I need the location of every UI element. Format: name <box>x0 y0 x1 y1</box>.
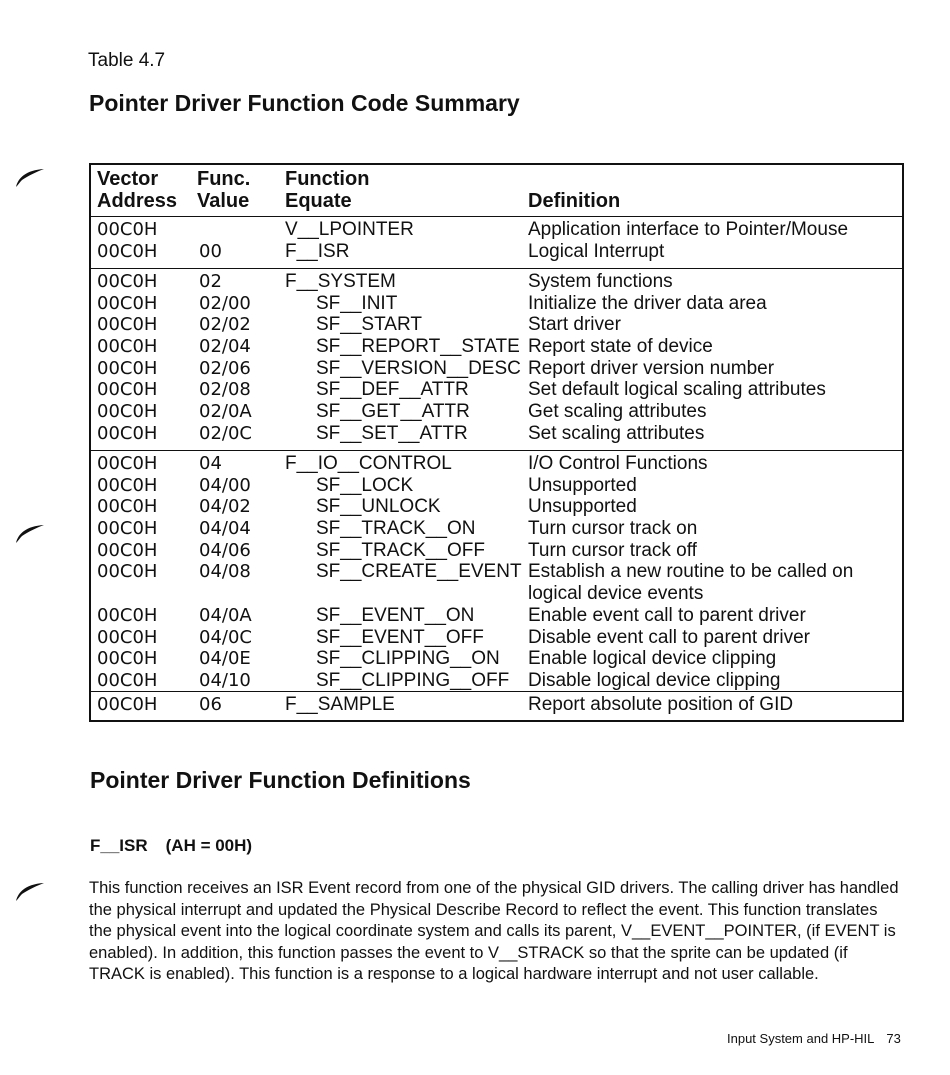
cell-definition: Enable logical device clipping <box>528 648 777 670</box>
cell-vector-address: 00C0H <box>97 292 158 314</box>
cell-func-value: 04/00 <box>199 474 251 496</box>
table-row <box>91 271 902 293</box>
cell-function-equate: F__SYSTEM <box>285 271 396 292</box>
cell-vector-address: 00C0H <box>97 604 158 626</box>
table-title: Pointer Driver Function Code Summary <box>89 90 520 116</box>
cell-definition: Report state of device <box>528 336 713 358</box>
pointer-icon <box>14 880 46 902</box>
cell-func-value: 04/0A <box>199 604 252 626</box>
table-row <box>91 314 902 336</box>
cell-func-value: 02/0C <box>199 422 252 444</box>
cell-vector-address: 00C0H <box>97 379 158 401</box>
cell-function-equate: SF__LOCK <box>316 474 414 496</box>
table-group <box>91 451 902 692</box>
table-row <box>91 627 902 649</box>
cell-function-equate: SF__TRACK__OFF <box>316 539 485 561</box>
cell-definition: Start driver <box>528 314 621 336</box>
table-group <box>91 269 902 451</box>
function-code-table <box>89 163 904 722</box>
cell-func-value: 02/08 <box>199 379 251 401</box>
cell-definition: Get scaling attributes <box>528 401 707 423</box>
table-row <box>91 605 902 627</box>
table-row <box>91 453 902 475</box>
table-row <box>91 423 902 445</box>
cell-definition: Enable event call to parent driver <box>528 604 806 626</box>
cell-func-value: 04/04 <box>199 518 251 540</box>
cell-function-equate: SF__EVENT__OFF <box>316 626 484 648</box>
cell-vector-address: 00C0H <box>97 648 158 670</box>
cell-vector-address: 00C0H <box>97 496 158 518</box>
table-row <box>91 518 902 540</box>
cell-definition: Turn cursor track on <box>528 518 698 540</box>
cell-vector-address: 00C0H <box>97 626 158 648</box>
cell-func-value: 04 <box>199 453 222 474</box>
cell-definition: Report driver version number <box>528 357 775 379</box>
header-func-value: Func. Value <box>197 168 251 212</box>
cell-function-equate: SF__UNLOCK <box>316 496 441 518</box>
page-number: 73 <box>886 1031 901 1046</box>
cell-vector-address: 00C0H <box>97 561 158 583</box>
cell-function-equate: F__ISR <box>285 240 350 262</box>
cell-func-value: 02/06 <box>199 357 251 379</box>
cell-vector-address: 00C0H <box>97 336 158 358</box>
footer-text: Input System and HP-HIL <box>727 1031 875 1046</box>
cell-definition: Unsupported <box>528 474 637 496</box>
cell-definition: Report absolute position of GID <box>528 694 794 715</box>
cell-function-equate: SF__SET__ATTR <box>316 422 468 444</box>
cell-definition: Establish a new routine to be called on logical device events <box>528 561 854 605</box>
table-row <box>91 219 902 241</box>
cell-definition: System functions <box>528 271 673 292</box>
page-footer <box>727 1031 901 1046</box>
table-row <box>91 401 902 423</box>
table-group <box>91 692 902 722</box>
pointer-icon <box>14 522 46 544</box>
cell-func-value: 04/0E <box>199 648 251 670</box>
cell-func-value: 02/04 <box>199 336 251 358</box>
cell-vector-address: 00C0H <box>97 518 158 540</box>
cell-vector-address: 00C0H <box>97 401 158 423</box>
cell-func-value: 04/06 <box>199 539 251 561</box>
function-name: F__ISR <box>90 836 148 855</box>
table-caption: Table 4.7 <box>88 50 166 71</box>
cell-definition: Disable logical device clipping <box>528 669 781 691</box>
section-title: Pointer Driver Function Definitions <box>90 767 471 793</box>
cell-function-equate: SF__CREATE__EVENT <box>316 561 522 583</box>
cell-definition: Application interface to Pointer/Mouse <box>528 219 849 240</box>
cell-func-value: 04/08 <box>199 561 251 583</box>
table-row <box>91 694 902 716</box>
cell-function-equate: SF__INIT <box>316 292 398 314</box>
cell-definition: Turn cursor track off <box>528 539 697 561</box>
cell-function-equate: SF__DEF__ATTR <box>316 379 469 401</box>
table-row <box>91 379 902 401</box>
cell-func-value: 02/00 <box>199 292 251 314</box>
cell-function-equate: F__SAMPLE <box>285 694 395 715</box>
cell-function-equate: SF__START <box>316 314 422 336</box>
cell-vector-address: 00C0H <box>97 271 158 292</box>
cell-vector-address: 00C0H <box>97 669 158 691</box>
table-row <box>91 496 902 518</box>
cell-func-value: 04/10 <box>199 669 251 691</box>
cell-func-value: 02/02 <box>199 314 251 336</box>
table-header <box>91 165 902 217</box>
table-row <box>91 475 902 497</box>
table-row <box>91 670 902 692</box>
cell-vector-address: 00C0H <box>97 240 158 262</box>
cell-func-value: 02 <box>199 271 222 292</box>
cell-func-value: 00 <box>199 240 222 262</box>
table-group <box>91 217 902 269</box>
table-row <box>91 561 902 604</box>
header-vector-address: Vector Address <box>97 168 178 212</box>
cell-definition: Logical Interrupt <box>528 240 665 262</box>
cell-vector-address: 00C0H <box>97 694 158 715</box>
table-row <box>91 241 902 263</box>
header-function-equate: Function Equate <box>285 168 370 212</box>
cell-vector-address: 00C0H <box>97 539 158 561</box>
table-row <box>91 648 902 670</box>
cell-function-equate: SF__EVENT__ON <box>316 604 475 626</box>
cell-definition: I/O Control Functions <box>528 453 708 474</box>
cell-func-value: 04/0C <box>199 626 252 648</box>
cell-definition: Set scaling attributes <box>528 422 705 444</box>
table-row <box>91 540 902 562</box>
cell-func-value: 06 <box>199 694 222 715</box>
cell-vector-address: 00C0H <box>97 357 158 379</box>
header-definition: Definition <box>528 190 621 212</box>
function-heading <box>90 836 252 856</box>
cell-function-equate: F__IO__CONTROL <box>285 453 452 474</box>
cell-vector-address: 00C0H <box>97 474 158 496</box>
cell-function-equate: V__LPOINTER <box>285 219 414 240</box>
cell-func-value: 02/0A <box>199 401 252 423</box>
cell-function-equate: SF__CLIPPING__OFF <box>316 669 510 691</box>
cell-function-equate: SF__REPORT__STATE <box>316 336 520 358</box>
function-code: (AH = 00H) <box>165 836 253 855</box>
cell-definition: Unsupported <box>528 496 637 518</box>
pointer-icon <box>14 166 46 188</box>
function-description: This function receives an ISR Event record from one of the physical GID drivers. The calling driver has handled the physical interrupt and updated the Physical Describe Record to reflect the event. This function translates the physical event into the logical coordinate system and calls its parent, V__EVENT__POINTER, (if EVENT is enabled). In addition, this function passes the event to V__STRACK so that the sprite can be updated (if TRACK is enabled). This function is a response to a logical hardware interrupt and not user callable. <box>89 879 899 983</box>
cell-func-value: 04/02 <box>199 496 251 518</box>
cell-function-equate: SF__GET__ATTR <box>316 401 470 423</box>
cell-vector-address: 00C0H <box>97 453 158 474</box>
cell-definition: Initialize the driver data area <box>528 292 767 314</box>
table-row <box>91 336 902 358</box>
cell-function-equate: SF__CLIPPING__ON <box>316 648 500 670</box>
cell-definition: Disable event call to parent driver <box>528 626 810 648</box>
cell-function-equate: SF__TRACK__ON <box>316 518 476 540</box>
cell-function-equate: SF__VERSION__DESC <box>316 357 521 379</box>
cell-vector-address: 00C0H <box>97 422 158 444</box>
cell-definition: Set default logical scaling attributes <box>528 379 826 401</box>
cell-vector-address: 00C0H <box>97 219 158 240</box>
table-row <box>91 293 902 315</box>
cell-vector-address: 00C0H <box>97 314 158 336</box>
table-row <box>91 358 902 380</box>
